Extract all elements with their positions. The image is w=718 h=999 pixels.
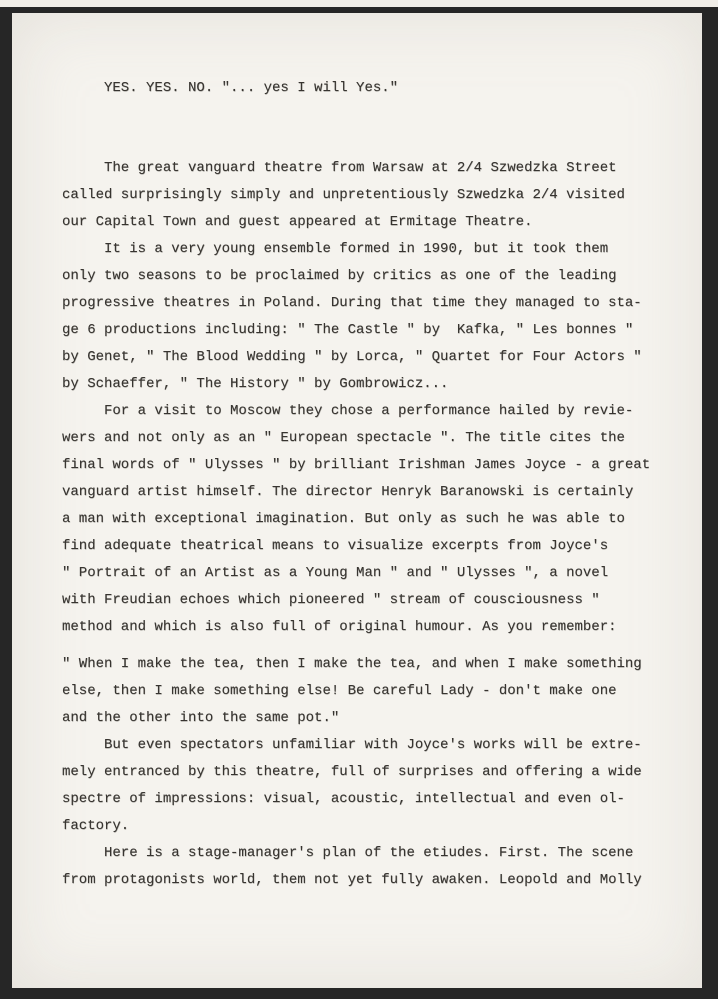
text-line: with Freudian echoes which pioneered " stream of cousciousness " (62, 592, 600, 608)
text-line: vanguard artist himself. The director Henryk Baranowski is certainly (62, 484, 634, 500)
text-line: find adequate theatrical means to visualize excerpts from Joyce's (62, 538, 609, 554)
text-line: by Genet, " The Blood Wedding " by Lorca, " Quartet for Four Actors " (62, 349, 642, 365)
text-line: " Portrait of an Artist as a Young Man " and " Ulysses ", a novel (62, 565, 609, 581)
text-line: " When I make the tea, then I make the tea, and when I make something (62, 656, 642, 672)
scan-edge-strip (0, 0, 718, 7)
quote-block (62, 651, 650, 732)
text-line: The great vanguard theatre from Warsaw at 2/4 Szwedzka Street (62, 160, 617, 176)
text-line: from protagonists world, them not yet fully awaken. Leopold and Molly (62, 872, 642, 888)
text-line: else, then I make something else! Be careful Lady - don't make one (62, 683, 617, 699)
paragraph-block (62, 155, 650, 236)
text-line: a man with exceptional imagination. But only as such he was able to (62, 511, 625, 527)
text-line: and the other into the same pot." (62, 710, 340, 726)
text-line: method and which is also full of original humour. As you remember: (62, 619, 617, 635)
typewritten-page (12, 13, 702, 988)
text-line: YES. YES. NO. "... yes I will Yes." (62, 80, 399, 96)
paragraph-block (62, 236, 650, 398)
text-line: But even spectators unfamiliar with Joyce's works will be extre- (62, 737, 642, 753)
text-line: It is a very young ensemble formed in 1990, but it took them (62, 241, 609, 257)
text-line: wers and not only as an " European spectacle ". The title cites the (62, 430, 625, 446)
text-line: factory. (62, 818, 130, 834)
text-line: For a visit to Moscow they chose a performance hailed by revie- (62, 403, 634, 419)
text-line: spectre of impressions: visual, acoustic, intellectual and even ol- (62, 791, 625, 807)
text-line: mely entranced by this theatre, full of surprises and offering a wide (62, 764, 642, 780)
text-line: Here is a stage-manager's plan of the etiudes. First. The scene (62, 845, 634, 861)
paragraph-block (62, 732, 650, 840)
text-line: progressive theatres in Poland. During that time they managed to sta- (62, 295, 642, 311)
document-title (62, 75, 650, 102)
text-line: only two seasons to be proclaimed by critics as one of the leading (62, 268, 617, 284)
page-text (62, 75, 650, 894)
paragraph-block (62, 840, 650, 894)
text-line: our Capital Town and guest appeared at Ermitage Theatre. (62, 214, 533, 230)
text-line: called surprisingly simply and unpretentiously Szwedzka 2/4 visited (62, 187, 625, 203)
text-line: final words of " Ulysses " by brilliant Irishman James Joyce - a great (62, 457, 651, 473)
text-line: ge 6 productions including: " The Castle " by Kafka, " Les bonnes " (62, 322, 634, 338)
paragraph-block (62, 398, 650, 641)
text-line: by Schaeffer, " The History " by Gombrowicz... (62, 376, 449, 392)
